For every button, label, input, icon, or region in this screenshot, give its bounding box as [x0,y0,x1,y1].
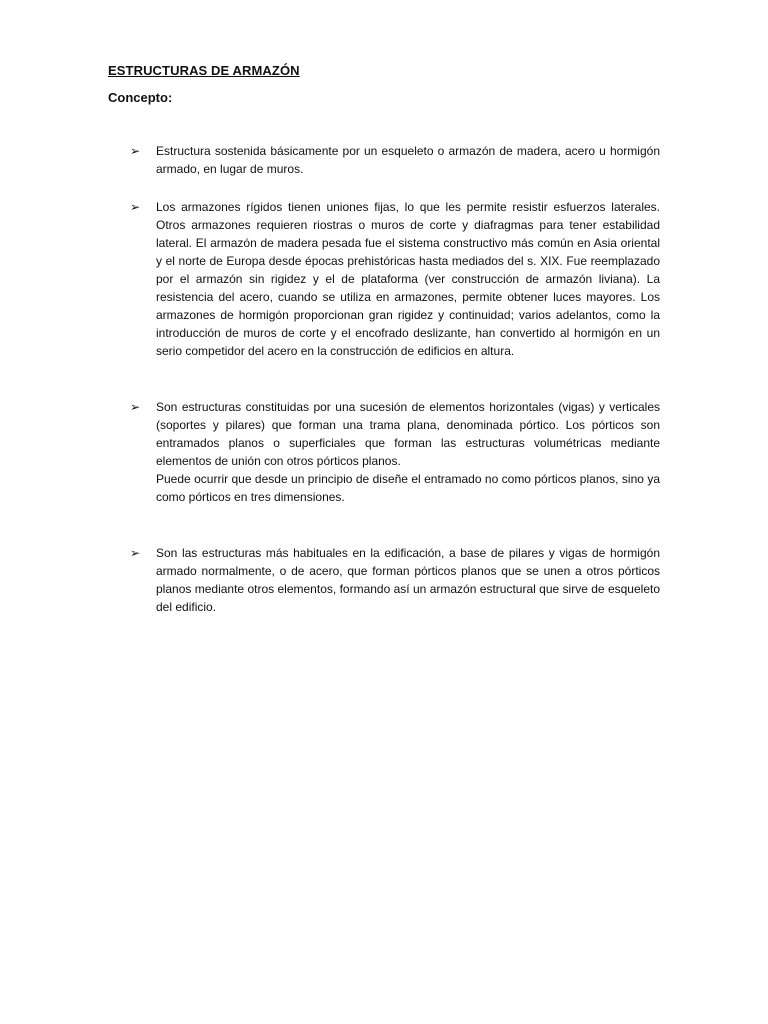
arrow-bullet-icon: ➢ [130,144,141,158]
bullet-list [130,142,660,616]
bullet-text: Estructura sostenida básicamente por un esqueleto o armazón de madera, acero u hormigón armado, en lugar de muros. [156,144,660,176]
bullet-text: Los armazones rígidos tienen uniones fijas, lo que les permite resistir esfuerzos laterales. Otros armazones requieren riostras o muros de corte y diafragmas para tener estabilidad lateral. El armazón de madera pesada fue el sistema constructivo más común en Asia oriental y el norte de Europa desde épocas prehistóricas hasta mediados del s. XIX. Fue reemplazado por el armazón sin rigidez y el de plataforma (ver construcción de armazón liviana). La resistencia del acero, cuando se utiliza en armazones, permite obtener luces mayores. Los armazones de hormigón proporcionan gran rigidez y continuidad; varios adelantos, como la introducción de muros de corte y el encofrado deslizante, han convertido al hormigón en un serio competidor del acero en la construcción de edificios en altura. [156,200,660,358]
bullet-text: Son las estructuras más habituales en la edificación, a base de pilares y vigas de hormigón armado normalmente, o de acero, que forman pórticos planos que se unen a otros pórticos planos mediante otros elementos, formando así un armazón estructural que sirve de esqueleto del edificio. [156,546,660,614]
bullet-text-continuation: Puede ocurrir que desde un principio de diseñe el entramado no como pórticos planos, sino ya como pórticos en tres dimensiones. [156,472,660,504]
arrow-bullet-icon: ➢ [130,200,141,214]
bullet-item [130,198,660,360]
section-heading-concepto: Concepto: [108,90,173,105]
bullet-item [130,544,660,616]
arrow-bullet-icon: ➢ [130,400,141,414]
document-title: ESTRUCTURAS DE ARMAZÓN [108,63,300,78]
bullet-text: Son estructuras constituidas por una sucesión de elementos horizontales (vigas) y verticales (soportes y pilares) que forman una trama plana, denominada pórtico. Los pórticos son entramados planos o superficiales que forman las estructuras volumétricas mediante elementos de unión con otros pórticos planos. [156,400,660,468]
arrow-bullet-icon: ➢ [130,546,141,560]
bullet-item [130,398,660,506]
bullet-item [130,142,660,178]
